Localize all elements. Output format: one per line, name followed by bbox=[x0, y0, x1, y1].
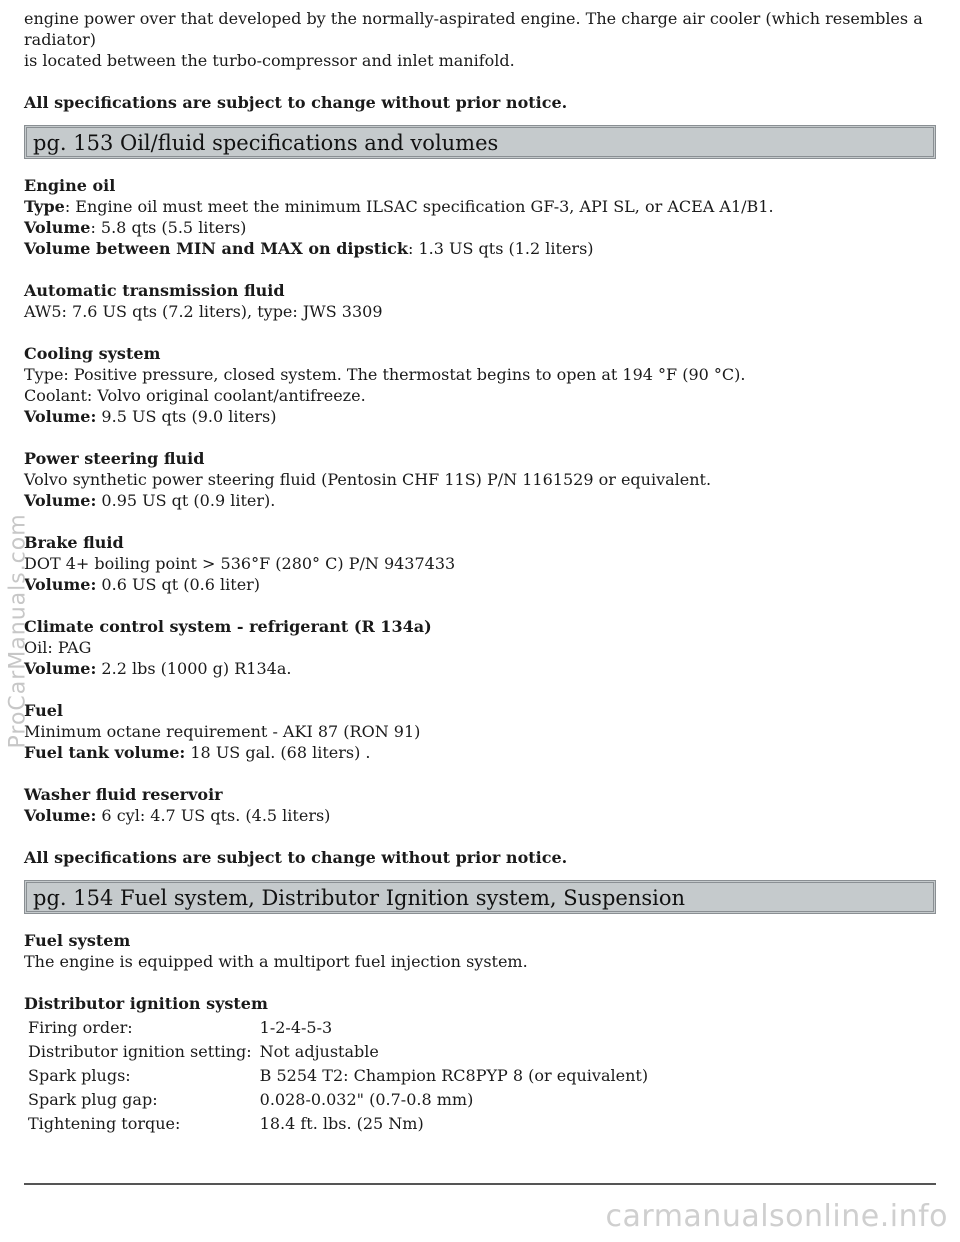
fuel-system-block bbox=[24, 930, 936, 972]
intro-line-1: engine power over that developed by the normally-aspirated engine. The charge air cooler (which resembles a radiator) bbox=[24, 9, 923, 49]
engine-oil-volume bbox=[24, 217, 936, 238]
watermark-bottom: carmanualsonline.info bbox=[605, 1199, 948, 1234]
climate-volume-label: Volume: bbox=[24, 659, 97, 678]
fuel-tank bbox=[24, 742, 936, 763]
spec-label: Tightening torque: bbox=[28, 1114, 181, 1133]
power-steering-line: Volvo synthetic power steering fluid (Pentosin CHF 11S) P/N 1161529 or equivalent. bbox=[24, 470, 712, 489]
atf-block bbox=[24, 280, 936, 322]
manual-page bbox=[24, 0, 936, 1135]
engine-oil-block bbox=[24, 175, 936, 259]
brake-title: Brake fluid bbox=[24, 533, 124, 552]
engine-oil-volume-label: Volume bbox=[24, 218, 91, 237]
spec-value: 1-2-4-5-3 bbox=[259, 1018, 333, 1037]
washer-volume-value: 6 cyl: 4.7 US qts. (4.5 liters) bbox=[96, 806, 331, 825]
ignition-block bbox=[24, 993, 936, 1135]
table-row bbox=[24, 1111, 652, 1135]
section-header-fuel-ignition: pg. 154 Fuel system, Distributor Ignition system, Suspension bbox=[24, 880, 936, 914]
ignition-title: Distributor ignition system bbox=[24, 994, 268, 1013]
fuel-tank-value: 18 US gal. (68 liters) . bbox=[185, 743, 371, 762]
brake-volume-value: 0.6 US qt (0.6 liter) bbox=[96, 575, 261, 594]
bottom-divider bbox=[24, 1183, 936, 1185]
brake-volume bbox=[24, 574, 936, 595]
spec-label: Spark plug gap: bbox=[28, 1090, 158, 1109]
climate-block bbox=[24, 616, 936, 679]
power-steering-volume-value: 0.95 US qt (0.9 liter). bbox=[96, 491, 276, 510]
washer-title: Washer fluid reservoir bbox=[24, 785, 223, 804]
notice-section1: All specifications are subject to change without prior notice. bbox=[24, 848, 568, 867]
notice-top: All specifications are subject to change without prior notice. bbox=[24, 93, 568, 112]
engine-oil-dipstick-value: : 1.3 US qts (1.2 liters) bbox=[408, 239, 594, 258]
spec-value: B 5254 T2: Champion RC8PYP 8 (or equivalent) bbox=[259, 1066, 649, 1085]
ignition-spec-table bbox=[24, 1015, 652, 1135]
spec-value: 0.028-0.032" (0.7-0.8 mm) bbox=[259, 1090, 474, 1109]
fuel-system-title: Fuel system bbox=[24, 931, 131, 950]
fuel-block bbox=[24, 700, 936, 763]
engine-oil-dipstick bbox=[24, 238, 936, 259]
cooling-block bbox=[24, 343, 936, 427]
power-steering-volume-label: Volume: bbox=[24, 491, 97, 510]
spec-value: Not adjustable bbox=[259, 1042, 379, 1061]
fuel-title: Fuel bbox=[24, 701, 63, 720]
cooling-volume-label: Volume: bbox=[24, 407, 97, 426]
fuel-tank-label: Fuel tank volume: bbox=[24, 743, 186, 762]
atf-title: Automatic transmission fluid bbox=[24, 281, 285, 300]
climate-title: Climate control system - refrigerant (R 134a) bbox=[24, 617, 432, 636]
washer-volume-label: Volume: bbox=[24, 806, 97, 825]
brake-block bbox=[24, 532, 936, 595]
spec-label: Distributor ignition setting: bbox=[28, 1042, 252, 1061]
power-steering-block bbox=[24, 448, 936, 511]
table-row bbox=[24, 1039, 652, 1063]
washer-block bbox=[24, 784, 936, 826]
washer-volume bbox=[24, 805, 936, 826]
engine-oil-type-value: : Engine oil must meet the minimum ILSAC specification GF-3, API SL, or ACEA A1/B1. bbox=[64, 197, 774, 216]
table-row bbox=[24, 1015, 652, 1039]
climate-volume bbox=[24, 658, 936, 679]
section-header-oil-fluid: pg. 153 Oil/fluid specifications and volumes bbox=[24, 125, 936, 159]
power-steering-title: Power steering fluid bbox=[24, 449, 205, 468]
engine-oil-type-label: Type bbox=[24, 197, 65, 216]
atf-line: AW5: 7.6 US qts (7.2 liters), type: JWS 3309 bbox=[24, 302, 383, 321]
cooling-volume-value: 9.5 US qts (9.0 liters) bbox=[96, 407, 277, 426]
fuel-line: Minimum octane requirement - AKI 87 (RON 91) bbox=[24, 722, 421, 741]
climate-volume-value: 2.2 lbs (1000 g) R134a. bbox=[96, 659, 292, 678]
watermark-left: ProCarManuals.com bbox=[5, 513, 31, 749]
engine-oil-dipstick-label: Volume between MIN and MAX on dipstick bbox=[24, 239, 408, 258]
cooling-volume bbox=[24, 406, 936, 427]
climate-line: Oil: PAG bbox=[24, 638, 92, 657]
engine-oil-type bbox=[24, 196, 936, 217]
cooling-line-1: Type: Positive pressure, closed system. The thermostat begins to open at 194 °F (90 °C). bbox=[24, 365, 746, 384]
table-row bbox=[24, 1063, 652, 1087]
cooling-title: Cooling system bbox=[24, 344, 161, 363]
engine-oil-volume-value: : 5.8 qts (5.5 liters) bbox=[90, 218, 247, 237]
spec-label: Firing order: bbox=[28, 1018, 133, 1037]
spec-label: Spark plugs: bbox=[28, 1066, 131, 1085]
table-row bbox=[24, 1087, 652, 1111]
brake-line: DOT 4+ boiling point > 536°F (280° C) P/N 9437433 bbox=[24, 554, 456, 573]
intro-line-2: is located between the turbo-compressor and inlet manifold. bbox=[24, 51, 515, 70]
power-steering-volume bbox=[24, 490, 936, 511]
brake-volume-label: Volume: bbox=[24, 575, 97, 594]
spec-value: 18.4 ft. lbs. (25 Nm) bbox=[259, 1114, 424, 1133]
cooling-line-2: Coolant: Volvo original coolant/antifreeze. bbox=[24, 386, 366, 405]
fuel-system-line: The engine is equipped with a multiport fuel injection system. bbox=[24, 952, 528, 971]
engine-oil-title: Engine oil bbox=[24, 176, 116, 195]
